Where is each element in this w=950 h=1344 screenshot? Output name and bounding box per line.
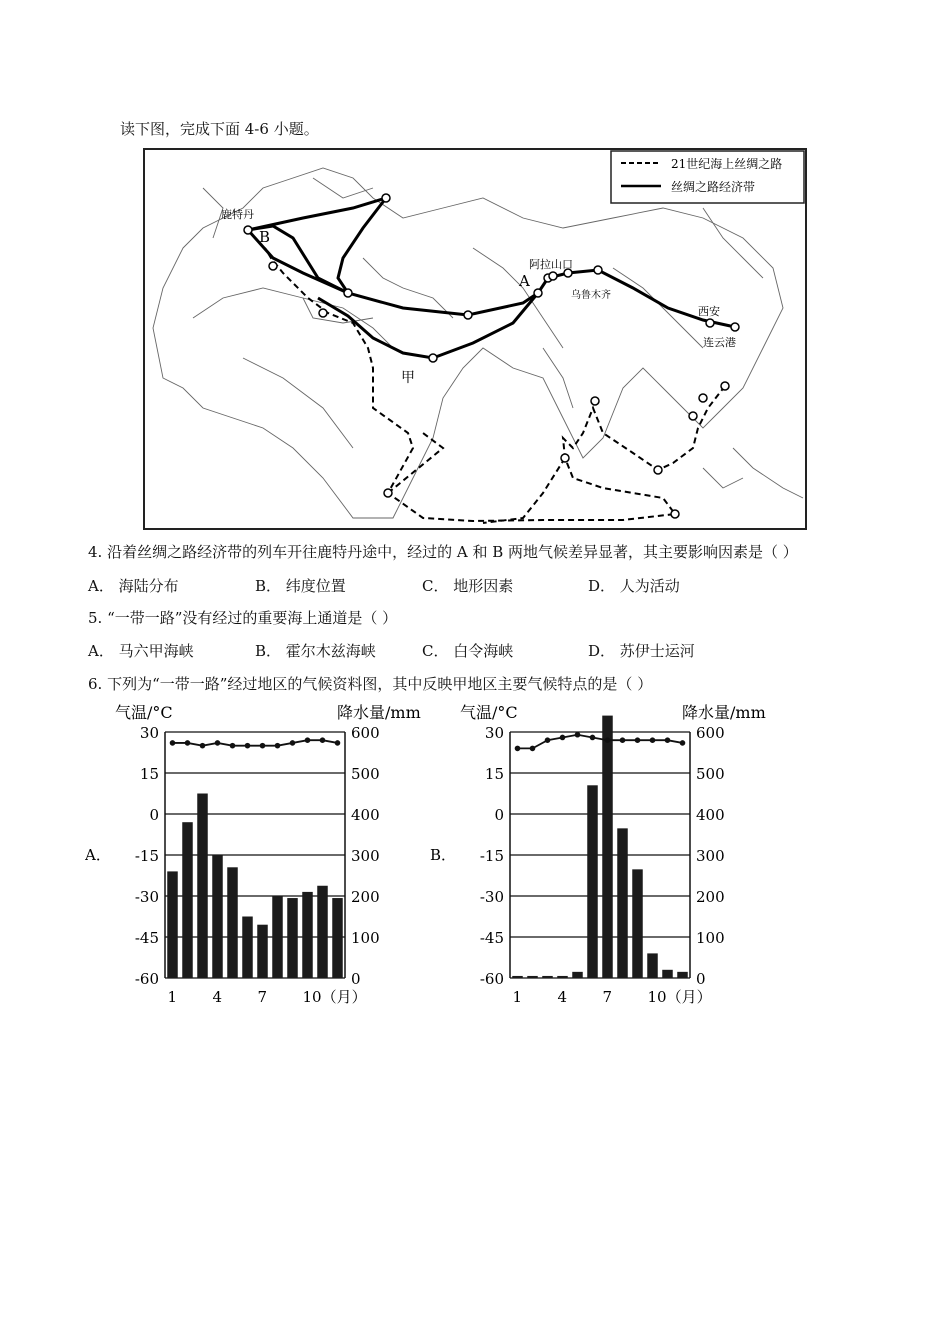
precip-bar-month-2 xyxy=(182,822,193,978)
temperature-point-month-4 xyxy=(560,735,566,741)
y-left-tick-label: 15 xyxy=(484,765,504,783)
precip-bar-month-8 xyxy=(272,896,283,978)
precip-bar-month-7 xyxy=(257,925,268,978)
y-left-tick-label: -45 xyxy=(134,929,159,947)
x-tick-label: 10（月） xyxy=(647,988,712,1006)
q4-option-b[interactable]: B． 纬度位置 xyxy=(255,577,346,595)
y-right-tick-label: 500 xyxy=(351,765,380,783)
precip-bar-month-2 xyxy=(527,976,538,978)
precip-bar-month-3 xyxy=(542,976,553,978)
temperature-point-month-8 xyxy=(620,737,626,743)
x-tick-label: 4 xyxy=(557,988,568,1006)
y-right-tick-label: 600 xyxy=(351,724,380,742)
chart-option-label: B． xyxy=(430,846,457,864)
silk-road-map xyxy=(143,148,807,530)
q4-option-c[interactable]: C． 地形因素 xyxy=(422,577,514,595)
climate-chart-b[interactable] xyxy=(430,700,830,1020)
y-left-tick-label: 0 xyxy=(494,806,504,824)
y-right-tick-label: 400 xyxy=(351,806,380,824)
q5-option-c[interactable]: C． 白令海峡 xyxy=(422,642,514,660)
y-left-tick-label: -60 xyxy=(134,970,159,988)
precip-bar-month-10 xyxy=(302,892,313,978)
temperature-point-month-2 xyxy=(530,746,536,752)
precip-bar-month-1 xyxy=(167,871,178,978)
y-right-tick-label: 400 xyxy=(696,806,725,824)
label-lianyungang: 连云港 xyxy=(703,336,736,349)
q5-option-a[interactable]: A． 马六甲海峡 xyxy=(88,642,194,660)
y-right-tick-label: 500 xyxy=(696,765,725,783)
precip-bar-month-8 xyxy=(617,828,628,978)
label-alashankou: 阿拉山口 xyxy=(529,258,573,271)
precip-bar-month-12 xyxy=(332,898,343,978)
y-right-tick-label: 300 xyxy=(696,847,725,865)
label-point-a: A xyxy=(519,272,530,290)
temperature-point-month-12 xyxy=(680,740,686,746)
precip-bar-month-11 xyxy=(662,970,673,978)
precip-bar-month-4 xyxy=(557,976,568,978)
label-rotterdam: 鹿特丹 xyxy=(221,208,254,221)
precip-bar-month-3 xyxy=(197,794,208,979)
label-xian: 西安 xyxy=(698,305,720,318)
temperature-point-month-4 xyxy=(215,740,221,746)
legend-maritime-label: 21世纪海上丝绸之路 xyxy=(671,157,783,171)
temperature-point-month-12 xyxy=(335,740,341,746)
q5-option-d[interactable]: D． 苏伊士运河 xyxy=(588,642,695,660)
temperature-point-month-5 xyxy=(230,743,236,749)
q4-option-a[interactable]: A． 海陆分布 xyxy=(88,577,179,595)
y-left-tick-label: -30 xyxy=(479,888,504,906)
precip-bar-month-4 xyxy=(212,855,223,978)
y-right-tick-label: 0 xyxy=(351,970,361,988)
precip-bar-month-10 xyxy=(647,953,658,978)
precip-bar-month-7 xyxy=(602,716,613,978)
question-6-stem: 6. 下列为“一带一路”经过地区的气候资料图，其中反映甲地区主要气候特点的是（ ） xyxy=(88,675,653,693)
label-jia: 甲 xyxy=(401,370,415,386)
y-right-tick-label: 200 xyxy=(696,888,725,906)
y-right-tick-label: 300 xyxy=(351,847,380,865)
temperature-point-month-9 xyxy=(290,740,296,746)
precip-bar-month-5 xyxy=(572,972,583,978)
y-left-tick-label: 30 xyxy=(484,724,504,742)
temperature-point-month-10 xyxy=(650,737,656,743)
y-left-tick-label: 30 xyxy=(139,724,159,742)
precip-bar-month-1 xyxy=(512,976,523,978)
temperature-point-month-3 xyxy=(545,737,551,743)
question-4-stem: 4. 沿着丝绸之路经济带的列车开往鹿特丹途中，经过的 A 和 B 两地气候差异显著，其主要影响因素是（ ） xyxy=(88,543,798,561)
temperature-point-month-11 xyxy=(320,737,326,743)
temperature-point-month-1 xyxy=(170,740,176,746)
y-right-axis-label: 降水量/mm xyxy=(337,703,421,722)
temperature-point-month-11 xyxy=(665,737,671,743)
y-left-tick-label: 0 xyxy=(149,806,159,824)
question-5-stem: 5. “一带一路”没有经过的重要海上通道是（ ） xyxy=(88,609,398,627)
temperature-point-month-6 xyxy=(245,743,251,749)
y-right-axis-label: 降水量/mm xyxy=(682,703,766,722)
precip-bar-month-12 xyxy=(677,972,688,978)
y-left-tick-label: -60 xyxy=(479,970,504,988)
y-right-tick-label: 100 xyxy=(696,929,725,947)
precip-bar-month-5 xyxy=(227,867,238,978)
x-tick-label: 7 xyxy=(257,988,268,1006)
x-tick-label: 1 xyxy=(167,988,178,1006)
legend-belt-label: 丝绸之路经济带 xyxy=(671,180,756,194)
q5-option-b[interactable]: B． 霍尔木兹海峡 xyxy=(255,642,376,660)
temperature-point-month-10 xyxy=(305,737,311,743)
map-legend xyxy=(611,151,804,203)
y-left-tick-label: 15 xyxy=(139,765,159,783)
temperature-point-month-5 xyxy=(575,732,581,738)
precip-bar-month-6 xyxy=(587,785,598,978)
y-left-tick-label: -30 xyxy=(134,888,159,906)
label-urumqi: 乌鲁木齐 xyxy=(571,290,611,301)
y-left-tick-label: -45 xyxy=(479,929,504,947)
temperature-point-month-7 xyxy=(605,737,611,743)
y-left-axis-label: 气温/°C xyxy=(460,703,518,722)
temperature-point-month-8 xyxy=(275,743,281,749)
temperature-point-month-3 xyxy=(200,743,206,749)
y-left-axis-label: 气温/°C xyxy=(115,703,173,722)
precip-bar-month-6 xyxy=(242,917,253,979)
x-tick-label: 4 xyxy=(212,988,223,1006)
x-tick-label: 10（月） xyxy=(302,988,367,1006)
y-right-tick-label: 0 xyxy=(696,970,706,988)
temperature-point-month-1 xyxy=(515,746,521,752)
x-tick-label: 1 xyxy=(512,988,523,1006)
y-left-tick-label: -15 xyxy=(479,847,504,865)
chart-option-label: A． xyxy=(85,846,111,864)
q4-option-d[interactable]: D． 人为活动 xyxy=(588,577,680,595)
temperature-line xyxy=(173,740,338,745)
intro-text: 读下图，完成下面 4-6 小题。 xyxy=(120,120,319,138)
label-point-b: B xyxy=(259,228,271,246)
y-right-tick-label: 100 xyxy=(351,929,380,947)
precip-bar-month-11 xyxy=(317,886,328,978)
x-tick-label: 7 xyxy=(602,988,613,1006)
climate-chart-a[interactable] xyxy=(85,700,485,1020)
temperature-line xyxy=(518,735,683,749)
temperature-point-month-2 xyxy=(185,740,191,746)
temperature-point-month-7 xyxy=(260,743,266,749)
y-right-tick-label: 200 xyxy=(351,888,380,906)
temperature-point-month-9 xyxy=(635,737,641,743)
precip-bar-month-9 xyxy=(632,869,643,978)
precip-bar-month-9 xyxy=(287,898,298,978)
temperature-point-month-6 xyxy=(590,735,596,741)
y-right-tick-label: 600 xyxy=(696,724,725,742)
y-left-tick-label: -15 xyxy=(134,847,159,865)
